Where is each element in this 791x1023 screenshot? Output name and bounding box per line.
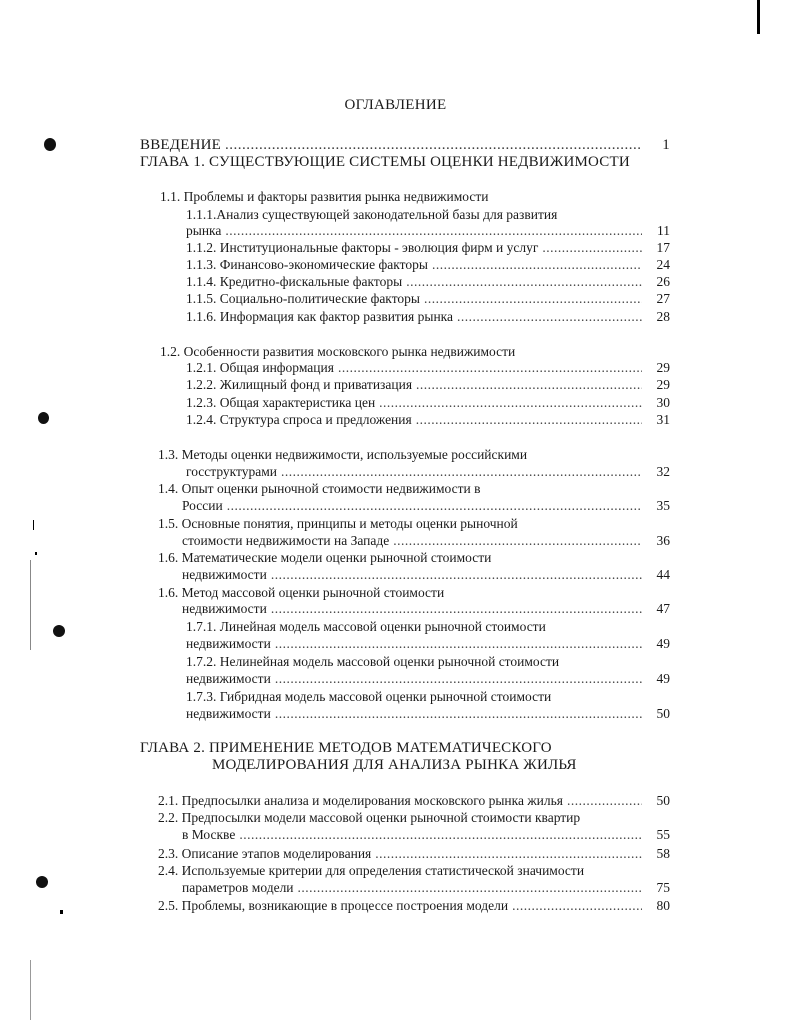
- leader-dots: [424, 290, 642, 308]
- toc-page-number: 27: [656, 291, 670, 306]
- toc-entry-label: недвижимости: [186, 671, 271, 686]
- toc-entry-1-1-5: [186, 290, 670, 308]
- punch-hole-mark: [36, 876, 48, 888]
- leader-dots: [239, 826, 642, 844]
- punch-hole-mark: [53, 625, 65, 637]
- leader-dots: [275, 635, 642, 653]
- toc-entry-1-6b-line1: 1.6. Метод массовой оценки рыночной стоимости: [158, 585, 445, 600]
- leader-dots: [271, 600, 642, 618]
- leader-dots: [379, 394, 642, 412]
- toc-entry-1-1-1: [186, 222, 670, 240]
- toc-entry-1-5-line1: 1.5. Основные понятия, принципы и методы оценки рыночной: [158, 516, 518, 531]
- toc-entry-2-4: [182, 879, 670, 897]
- toc-entry-1-1-3: [186, 256, 670, 274]
- leader-dots: [275, 705, 642, 723]
- toc-entry-intro: [140, 136, 670, 154]
- page-title: ОГЛАВЛЕНИЕ: [344, 97, 447, 113]
- toc-page-number: 28: [656, 309, 670, 324]
- chapter-2-title-line2: МОДЕЛИРОВАНИЯ ДЛЯ АНАЛИЗА РЫНКА ЖИЛЬЯ: [212, 757, 577, 773]
- toc-entry-1-7-3-line1: 1.7.3. Гибридная модель массовой оценки рыночной стоимости: [186, 689, 552, 704]
- punch-hole-mark: [38, 412, 49, 424]
- toc-entry-label: 1.1.3. Финансово-экономические факторы: [186, 257, 428, 272]
- toc-entry-1-1-6: [186, 308, 670, 326]
- toc-entry-2-3: [158, 845, 670, 863]
- scan-edge-mark: [33, 520, 34, 530]
- toc-entry-label: стоимости недвижимости на Западе: [182, 533, 390, 548]
- toc-entry-label: недвижимости: [182, 601, 267, 616]
- toc-entry-2-2-line1: 2.2. Предпосылки модели массовой оценки рыночной стоимости квартир: [158, 810, 581, 825]
- toc-page-number: 44: [656, 567, 670, 582]
- toc-entry-label: 1.2.3. Общая характеристика цен: [186, 395, 376, 410]
- leader-dots: [281, 463, 642, 481]
- leader-dots: [298, 879, 642, 897]
- toc-page-number: 1: [662, 137, 670, 153]
- toc-entry-1-1-2: [186, 239, 670, 257]
- leader-dots: [225, 136, 642, 154]
- toc-page-number: 17: [656, 240, 670, 255]
- leader-dots: [457, 308, 642, 326]
- toc-page-number: 32: [656, 464, 670, 479]
- toc-entry-2-4-line1: 2.4. Используемые критерии для определения статистической значимости: [158, 863, 585, 878]
- leader-dots: [512, 897, 642, 915]
- toc-entry-1-5: [182, 532, 670, 550]
- leader-dots: [416, 411, 642, 429]
- section-1-1-heading: 1.1. Проблемы и факторы развития рынка недвижимости: [160, 189, 489, 204]
- toc-entry-label: недвижимости: [186, 706, 271, 721]
- toc-page-number: 80: [656, 898, 670, 913]
- leader-dots: [225, 222, 642, 240]
- leader-dots: [227, 497, 642, 515]
- scan-edge-mark: [30, 560, 31, 650]
- toc-page-number: 30: [656, 395, 670, 410]
- toc-entry-label: рынка: [186, 223, 222, 238]
- toc-entry-1-4: [182, 497, 670, 515]
- toc-page-number: 26: [656, 274, 670, 289]
- toc-page-number: 47: [656, 601, 670, 616]
- toc-entry-label: России: [182, 498, 223, 513]
- leader-dots: [271, 566, 642, 584]
- toc-entry-1-2-1: [186, 359, 670, 377]
- toc-page-number: 29: [656, 360, 670, 375]
- chapter-2-title-line1: ГЛАВА 2. ПРИМЕНЕНИЕ МЕТОДОВ МАТЕМАТИЧЕСКОГО: [140, 740, 552, 756]
- toc-entry-2-2: [182, 826, 670, 844]
- toc-entry-label: 1.1.5. Социально-политические факторы: [186, 291, 420, 306]
- toc-page-number: 35: [656, 498, 670, 513]
- toc-page-number: 49: [656, 671, 670, 686]
- toc-page-number: 24: [656, 257, 670, 272]
- toc-entry-1-2-4: [186, 411, 670, 429]
- toc-entry-1-4-line1: 1.4. Опыт оценки рыночной стоимости недвижимости в: [158, 481, 481, 496]
- toc-entry-1-7-3: [186, 705, 670, 723]
- chapter-1-title: ГЛАВА 1. СУЩЕСТВУЮЩИЕ СИСТЕМЫ ОЦЕНКИ НЕДВИЖИМОСТИ: [140, 154, 630, 170]
- toc-page-number: 36: [656, 533, 670, 548]
- leader-dots: [432, 256, 642, 274]
- toc-page-number: 11: [657, 223, 670, 238]
- leader-dots: [393, 532, 642, 550]
- leader-dots: [275, 670, 642, 688]
- toc-entry-label: 1.1.6. Информация как фактор развития рынка: [186, 309, 454, 324]
- section-1-2-heading: 1.2. Особенности развития московского рынка недвижимости: [160, 344, 516, 359]
- toc-entry-1-6a-line1: 1.6. Математические модели оценки рыночной стоимости: [158, 550, 492, 565]
- toc-entry-label: недвижимости: [186, 636, 271, 651]
- toc-entry-1-3-line1: 1.3. Методы оценки недвижимости, используемые российскими: [158, 447, 528, 462]
- toc-page-number: 50: [656, 793, 670, 808]
- toc-entry-label: 2.5. Проблемы, возникающие в процессе построения модели: [158, 898, 509, 913]
- toc-entry-1-3: [186, 463, 670, 481]
- toc-entry-1-7-2-line1: 1.7.2. Нелинейная модель массовой оценки рыночной стоимости: [186, 654, 560, 669]
- toc-entry-1-1-1-line1: 1.1.1.Анализ существующей законодательной базы для развития: [186, 207, 558, 222]
- toc-page-number: 58: [656, 846, 670, 861]
- leader-dots: [416, 376, 642, 394]
- toc-page-number: 49: [656, 636, 670, 651]
- toc-entry-label: 1.2.2. Жилищный фонд и приватизация: [186, 377, 413, 392]
- toc-page-number: 75: [656, 880, 670, 895]
- toc-entry-label: параметров модели: [182, 880, 294, 895]
- toc-entry-label: 2.1. Предпосылки анализа и моделирования московского рынка жилья: [158, 793, 564, 808]
- toc-entry-1-2-3: [186, 394, 670, 412]
- scan-edge-mark: [30, 960, 31, 1020]
- toc-entry-label: 1.2.4. Структура спроса и предложения: [186, 412, 412, 427]
- leader-dots: [375, 845, 642, 863]
- toc-page-number: 55: [656, 827, 670, 842]
- toc-entry-1-7-2: [186, 670, 670, 688]
- toc-entry-2-1: [158, 792, 670, 810]
- toc-entry-label: 1.1.2. Институциональные факторы - эволюция фирм и услуг: [186, 240, 539, 255]
- leader-dots: [567, 792, 642, 810]
- toc-entry-label: недвижимости: [182, 567, 267, 582]
- toc-entry-1-2-2: [186, 376, 670, 394]
- toc-entry-label: ВВЕДЕНИЕ: [140, 137, 221, 153]
- toc-entry-1-6a: [182, 566, 670, 584]
- toc-entry-label: 1.1.4. Кредитно-фискальные факторы: [186, 274, 403, 289]
- toc-page-number: 50: [656, 706, 670, 721]
- leader-dots: [338, 359, 642, 377]
- toc-entry-label: 1.2.1. Общая информация: [186, 360, 334, 375]
- scan-edge-mark: [60, 910, 63, 914]
- toc-entry-label: 2.3. Описание этапов моделирования: [158, 846, 372, 861]
- toc-entry-label: в Москве: [182, 827, 236, 842]
- toc-entry-label: госструктурами: [186, 464, 278, 479]
- leader-dots: [406, 273, 642, 291]
- punch-hole-mark: [44, 138, 56, 151]
- toc-entry-1-6b: [182, 600, 670, 618]
- toc-entry-1-7-1: [186, 635, 670, 653]
- scan-edge-mark: [35, 552, 37, 555]
- toc-entry-1-1-4: [186, 273, 670, 291]
- leader-dots: [542, 239, 642, 257]
- toc-entry-1-7-1-line1: 1.7.1. Линейная модель массовой оценки рыночной стоимости: [186, 619, 546, 634]
- toc-entry-2-5: [158, 897, 670, 915]
- toc-page-number: 29: [656, 377, 670, 392]
- scan-edge-mark: [757, 0, 760, 34]
- toc-page-number: 31: [656, 412, 670, 427]
